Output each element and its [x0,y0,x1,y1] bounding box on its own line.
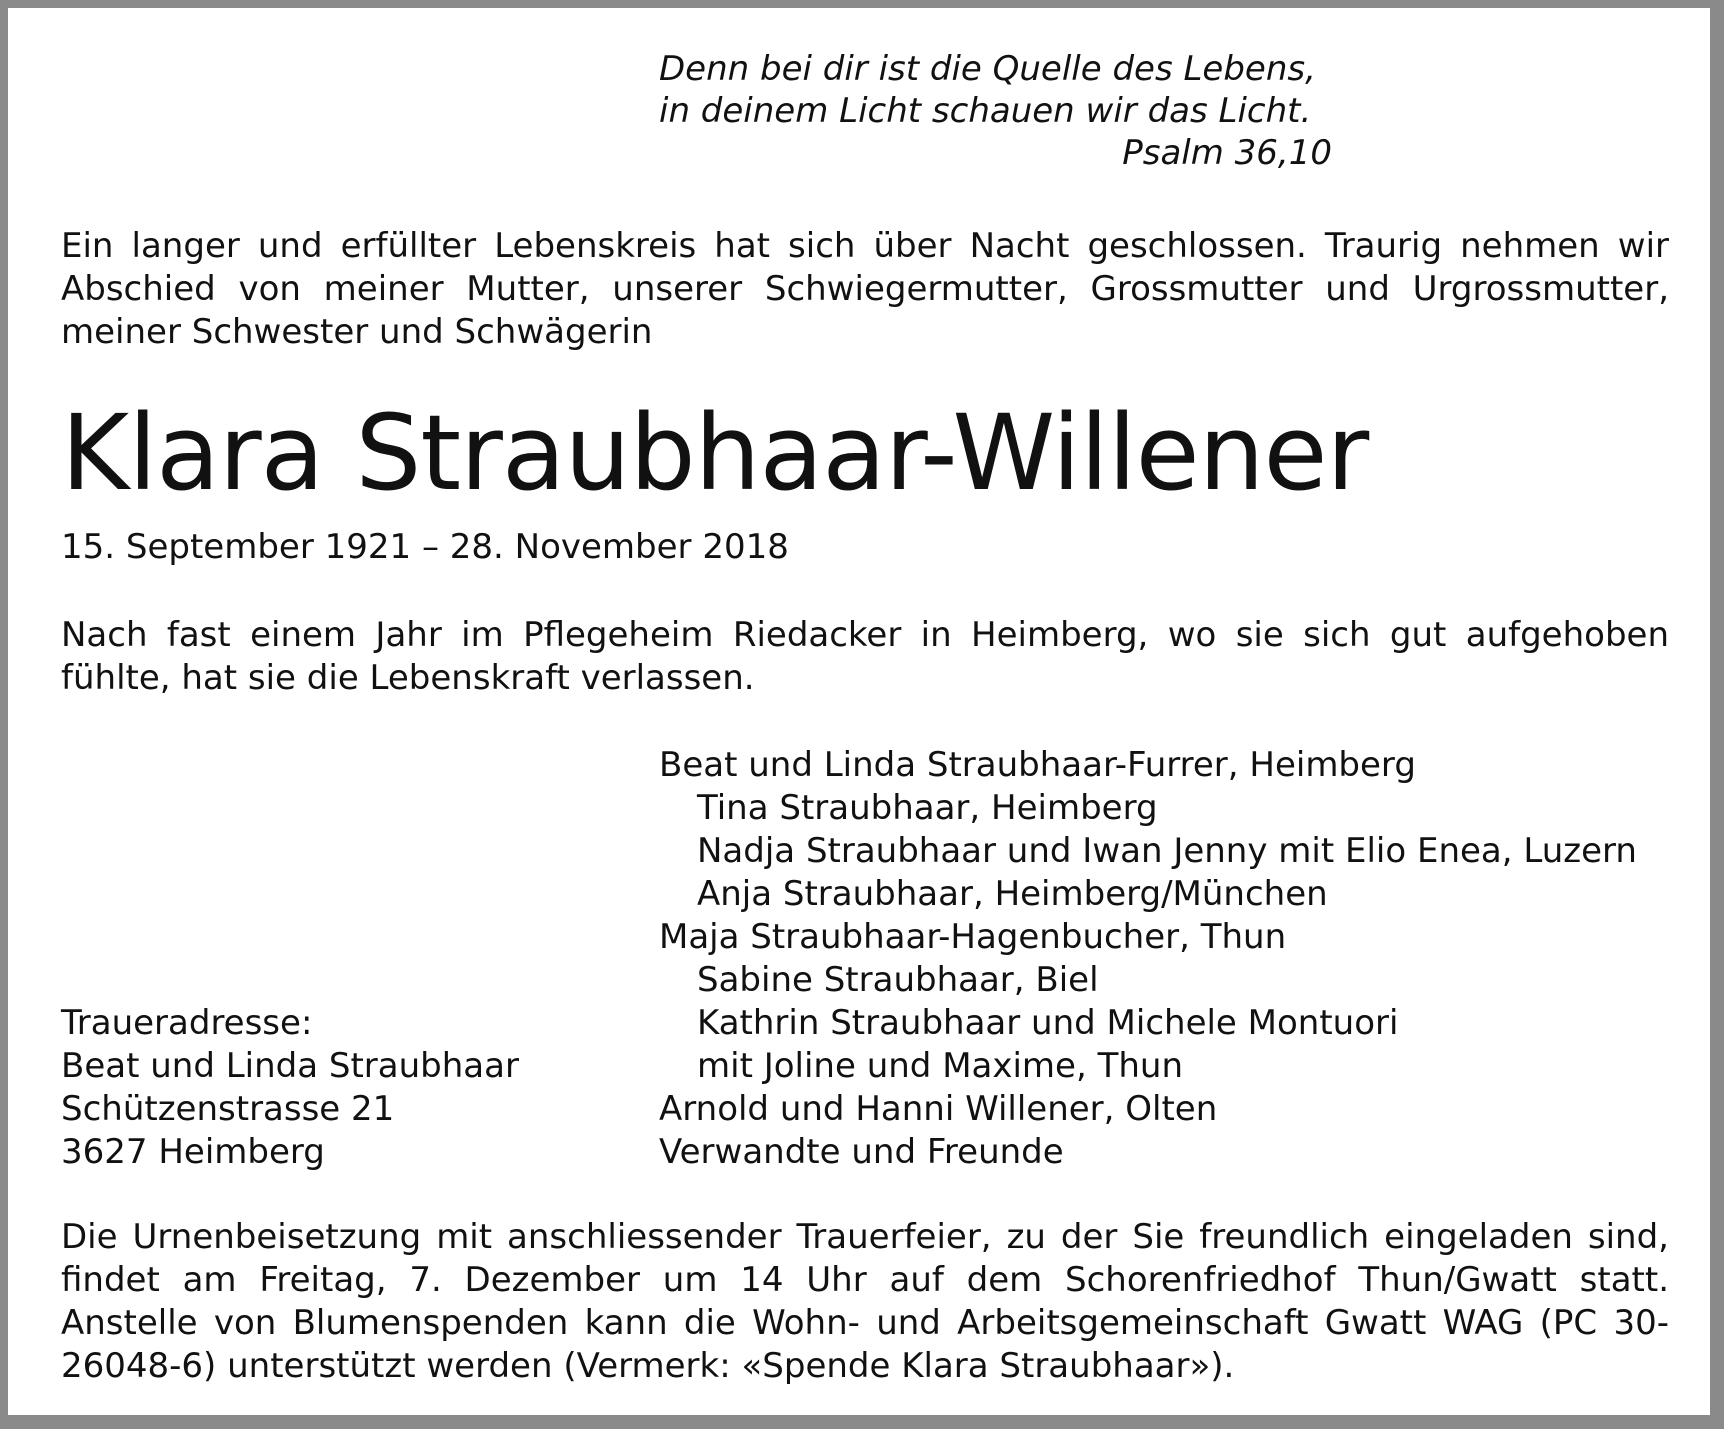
deceased-name: Klara Straubhaar-Willener [61,392,1369,514]
mourner-line: Arnold und Hanni Willener, Olten [659,1089,1218,1129]
verse-line-2: in deinem Licht schauen wir das Licht. [659,91,1312,131]
mourner-line: Kathrin Straubhaar und Michele Montuori [697,1003,1399,1043]
mourner-line: Tina Straubhaar, Heimberg [697,788,1158,828]
life-dates: 15. September 1921 – 28. November 2018 [61,527,789,567]
mourner-line: Anja Straubhaar, Heimberg/München [697,874,1328,914]
verse-reference: Psalm 36,10 [1122,133,1332,173]
mourner-line: Sabine Straubhaar, Biel [697,960,1099,1000]
closing-paragraph: Die Urnenbeisetzung mit anschliessender Trauerfeier, zu der Sie freundlich eingeladen sind, findet am Freitag, 7. Dezember um 14 Uhr auf dem Schorenfriedhof Thun/Gwatt statt. Anstelle von Blumenspenden kann die Wohn- und Arbeitsgemeinschaft Gwatt WAG (PC 30-26048-6) unterstützt werden (Vermerk: «Spende Klara Straubhaar»). [61,1217,1669,1386]
mourner-line: Nadja Straubhaar und Iwan Jenny mit Elio Enea, Luzern [697,831,1637,871]
mourner-line: mit Joline und Maxime, Thun [697,1046,1183,1086]
address-street: Schützenstrasse 21 [61,1089,395,1129]
intro-paragraph: Ein langer und erfüllter Lebenskreis hat sich über Nacht geschlossen. Traurig nehmen wir Abschied von meiner Mutter, unserer Schwiegermutter, Grossmutter und Urgrossmutter, meiner Schwester und Schwägerin [61,226,1669,352]
verse-line-1: Denn bei dir ist die Quelle des Lebens, [659,49,1316,89]
mourners-list [659,744,1659,1174]
mourning-address [61,1002,519,1174]
bible-verse [659,48,1339,174]
mourner-line: Beat und Linda Straubhaar-Furrer, Heimberg [659,745,1416,785]
mourner-line: Maja Straubhaar-Hagenbucher, Thun [659,917,1287,957]
address-city: 3627 Heimberg [61,1132,325,1172]
address-name: Beat und Linda Straubhaar [61,1046,519,1086]
mourner-line: Verwandte und Freunde [659,1132,1064,1172]
body-paragraph: Nach fast einem Jahr im Pflegeheim Riedacker in Heimberg, wo sie sich gut aufgehoben fühlte, hat sie die Lebenskraft verlassen. [61,615,1669,698]
address-label: Traueradresse: [61,1003,313,1043]
